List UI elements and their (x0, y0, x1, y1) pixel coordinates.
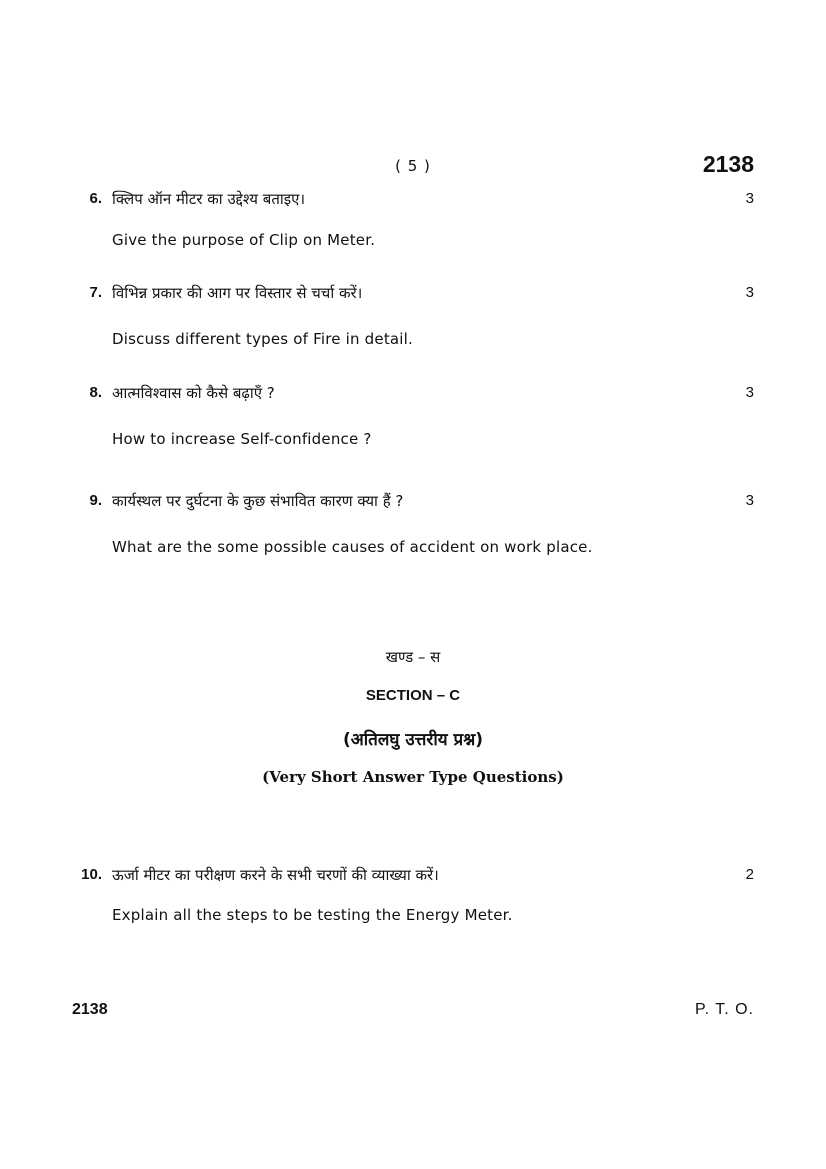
question-7-hindi: विभिन्न प्रकार की आग पर विस्तार से चर्चा करें। (112, 284, 363, 302)
section-hindi-type: (अतिलघु उत्तरीय प्रश्न) (342, 730, 483, 750)
question-6-marks: 3 (745, 190, 754, 207)
question-8-number: 8. (89, 384, 102, 401)
question-9-hindi: कार्यस्थल पर दुर्घटना के कुछ संभावित कारण क्या हैं ? (112, 492, 404, 510)
question-6-english: Give the purpose of Clip on Meter. (112, 231, 376, 249)
section-hindi-title: खण्ड – स (385, 648, 441, 666)
section-english-type: (Very Short Answer Type Questions) (262, 768, 564, 786)
question-8-english: How to increase Self-confidence ? (112, 430, 372, 448)
footer-pto: P. T. O. (695, 1001, 754, 1018)
question-8-hindi: आत्मविश्वास को कैसे बढ़ाएँ ? (112, 384, 275, 402)
footer-paper-code: 2138 (72, 1001, 108, 1018)
question-7-marks: 3 (745, 284, 754, 301)
question-10-english: Explain all the steps to be testing the Energy Meter. (112, 906, 513, 924)
question-6-number: 6. (89, 190, 102, 207)
question-6-hindi: क्लिप ऑन मीटर का उद्देश्य बताइए। (112, 190, 306, 208)
question-9-number: 9. (89, 492, 102, 509)
question-9-marks: 3 (745, 492, 754, 509)
question-7-english: Discuss different types of Fire in detail. (112, 330, 414, 348)
question-10-number: 10. (81, 866, 102, 883)
question-7-number: 7. (89, 284, 102, 301)
question-10-marks: 2 (745, 866, 754, 883)
page-number: ( 5 ) (395, 157, 431, 175)
question-10-hindi: ऊर्जा मीटर का परीक्षण करने के सभी चरणों की व्याख्या करें। (112, 866, 439, 884)
question-8-marks: 3 (745, 384, 754, 401)
paper-code: 2138 (702, 151, 754, 177)
question-9-english: What are the some possible causes of accident on work place. (112, 538, 593, 556)
section-english-title: SECTION – C (365, 687, 461, 704)
